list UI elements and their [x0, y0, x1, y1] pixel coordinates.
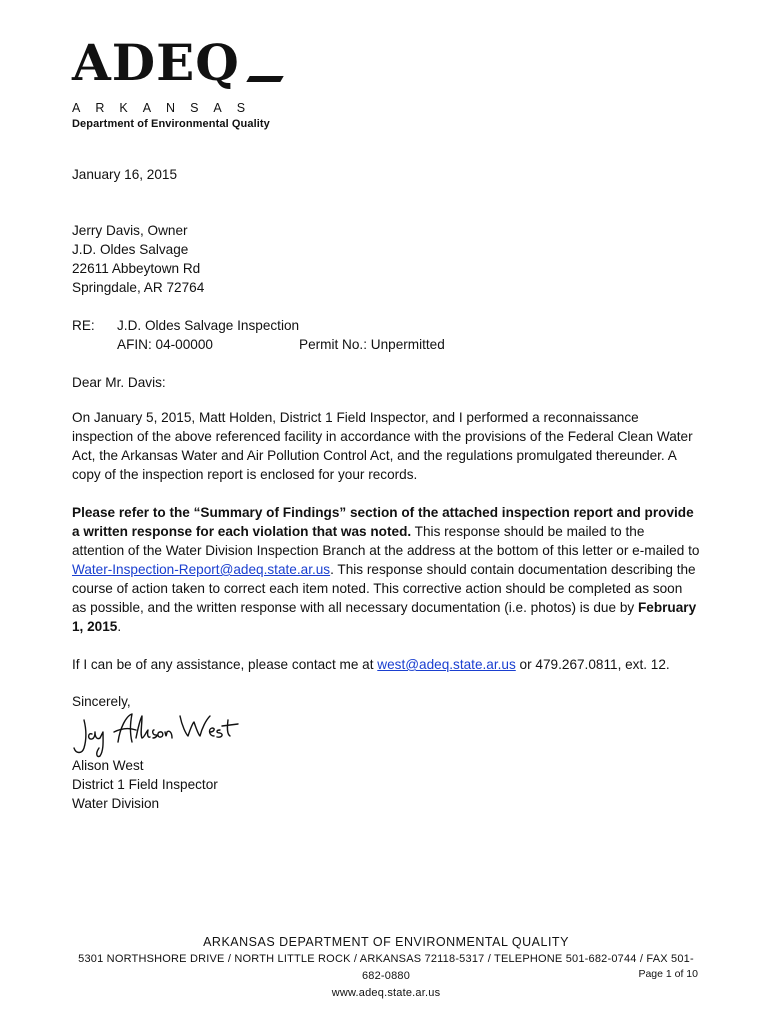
recipient-line: J.D. Oldes Salvage	[72, 242, 189, 257]
logo-q-tail	[246, 76, 283, 82]
letter-date: January 16, 2015	[72, 167, 178, 182]
adeq-logo	[72, 33, 332, 130]
letterhead-footer	[70, 934, 702, 1002]
signer-title: District 1 Field Inspector	[72, 777, 218, 792]
due-date: February 1, 2015	[72, 600, 697, 634]
paragraph-text: On January 5, 2015, Matt Holden, District 1 Field Inspector, and I performed a reconnaissance inspection of the above referenced facility in accordance with the provisions of the Federal Clean Water Act, the Arkansas Water and Air Pollution Control Act, and the regulations promulgated thereunder. A copy of the inspection report is enclosed for your records.	[72, 410, 693, 482]
logo-wordmark	[72, 33, 332, 92]
paragraph-text	[72, 503, 700, 636]
paragraph-span: This response should be mailed to the attention of the Water Division Inspection Branch at the address at the bottom of this letter or e-mailed to	[72, 524, 700, 558]
footer-org: ARKANSAS DEPARTMENT OF ENVIRONMENTAL QUALITY	[203, 935, 569, 949]
recipient-line: Springdale, AR 72764	[72, 280, 205, 295]
paragraph-span: or 479.267.0811, ext. 12.	[515, 657, 670, 672]
logo-word-text: ADEQ	[72, 33, 240, 92]
footer-website: www.adeq.state.ar.us	[331, 987, 441, 999]
closing: Sincerely,	[72, 694, 131, 709]
paragraph-text	[72, 655, 700, 674]
inspection-email-link[interactable]: Water-Inspection-Report@adeq.state.ar.us	[72, 562, 331, 577]
re-label: RE:	[72, 318, 95, 333]
logo-state: ARKANSAS	[72, 101, 261, 115]
contact-email-link[interactable]: west@adeq.state.ar.us	[377, 657, 516, 672]
recipient-line: Jerry Davis, Owner	[72, 223, 188, 238]
recipient-line: 22611 Abbeytown Rd	[72, 261, 201, 276]
salutation: Dear Mr. Davis:	[72, 375, 166, 390]
signature-drawing	[70, 708, 245, 760]
paragraph-span: .	[117, 619, 122, 634]
page-number: Page 1 of 10	[638, 968, 698, 980]
footer-address: 5301 NORTHSHORE DRIVE / NORTH LITTLE ROCK / ARKANSAS 72118-5317 / TELEPHONE 501-682-0744 / FAX 501-682-0880	[78, 953, 694, 982]
permit-number: Permit No.: Unpermitted	[299, 337, 445, 352]
body-paragraph-2	[72, 503, 700, 636]
signer-name: Alison West	[72, 758, 144, 773]
paragraph-span: If I can be of any assistance, please contact me at	[72, 657, 378, 672]
logo-department: Department of Environmental Quality	[72, 117, 270, 130]
body-paragraph-1	[72, 408, 700, 484]
paragraph-span: . This response should contain documentation describing the course of action taken to correct each item noted. This corrective action should be completed as soon as possible, and the written response with all necessary documentation (i.e. photos) is due by	[72, 562, 696, 615]
afin-number: AFIN: 04-00000	[117, 337, 213, 352]
body-paragraph-3	[72, 655, 700, 674]
signer-division: Water Division	[72, 796, 160, 811]
bold-instruction: Please refer to the “Summary of Findings” section of the attached inspection report and provide a written response for each violation that was noted.	[72, 505, 694, 539]
re-subject: J.D. Oldes Salvage Inspection	[117, 318, 300, 333]
